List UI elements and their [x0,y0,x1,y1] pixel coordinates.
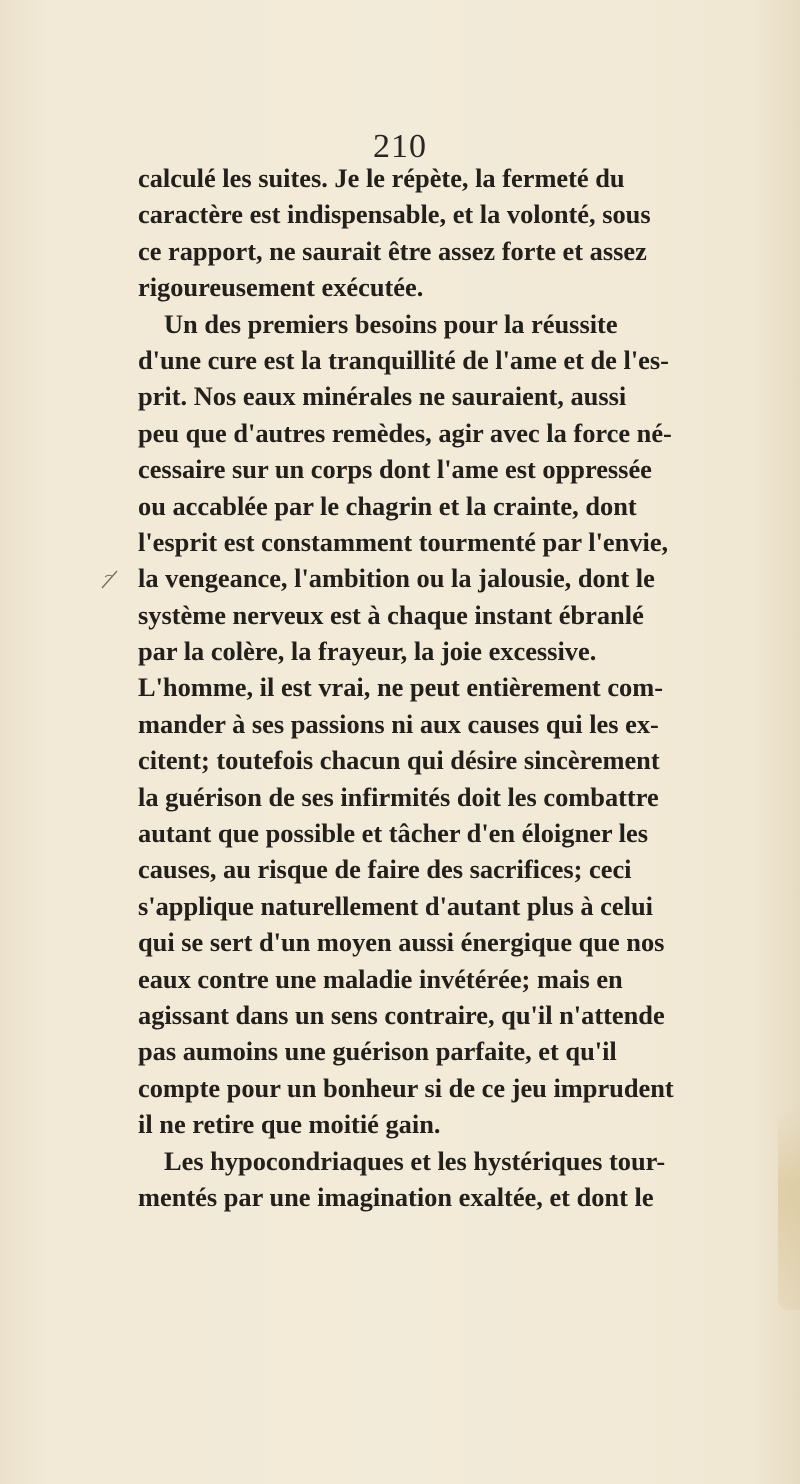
text-line: rigoureusement exécutée. [138,272,424,303]
text-line: ce rapport, ne saurait être assez forte et assez [138,235,647,266]
text-line: L'homme, il est vrai, ne peut entièrement com- [138,672,664,703]
page-number: 210 [373,128,427,165]
text-line: compte pour un bonheur si de ce jeu imprudent [138,1072,674,1103]
text-line: caractère est indispensable, et la volonté, sous [138,199,651,230]
text-line: d'une cure est la tranquillité de l'ame et de l'es- [138,344,669,375]
text-line: mander à ses passions ni aux causes qui les ex- [138,708,659,739]
pencil-mark-icon [100,568,120,590]
text-line: autant que possible et tâcher d'en éloigner les [138,818,648,849]
text-line: système nerveux est à chaque instant ébranlé [138,599,644,630]
text-line: la guérison de ses infirmités doit les combattre [138,781,659,812]
text-line: eaux contre une maladie invétérée; mais en [138,963,623,994]
text-line: s'applique naturellement d'autant plus à celui [138,890,653,921]
text-line: citent; toutefois chacun qui désire sincèrement [138,745,660,776]
text-line: causes, au risque de faire des sacrifices; ceci [138,854,632,885]
text-line: qui se sert d'un moyen aussi énergique que nos [138,927,665,958]
text-line: peu que d'autres remèdes, agir avec la force né- [138,417,672,448]
text-line: par la colère, la frayeur, la joie excessive. [138,636,597,667]
text-line: ou accablée par le chagrin et la crainte, dont [138,490,637,521]
text-line: l'esprit est constamment tourmenté par l'envie, [138,526,669,557]
text-line: il ne retire que moitié gain. [138,1109,441,1140]
text-line: pas aumoins une guérison parfaite, et qu'il [138,1036,617,1067]
body-text [138,160,790,1215]
text-line: la vengeance, l'ambition ou la jalousie, dont le [138,563,655,594]
text-line: agissant dans un sens contraire, qu'il n'attende [138,999,665,1030]
text-line: prit. Nos eaux minérales ne sauraient, aussi [138,381,627,412]
text-line: cessaire sur un corps dont l'ame est oppressée [138,454,652,485]
paper-stain [778,1110,800,1310]
text-line: calculé les suites. Je le répète, la fermeté du [138,163,625,193]
text-line: Les hypocondriaques et les hystériques tour- [164,1145,666,1176]
text-line: Un des premiers besoins pour la réussite [164,308,618,339]
text-line: mentés par une imagination exaltée, et dont le [138,1181,654,1212]
